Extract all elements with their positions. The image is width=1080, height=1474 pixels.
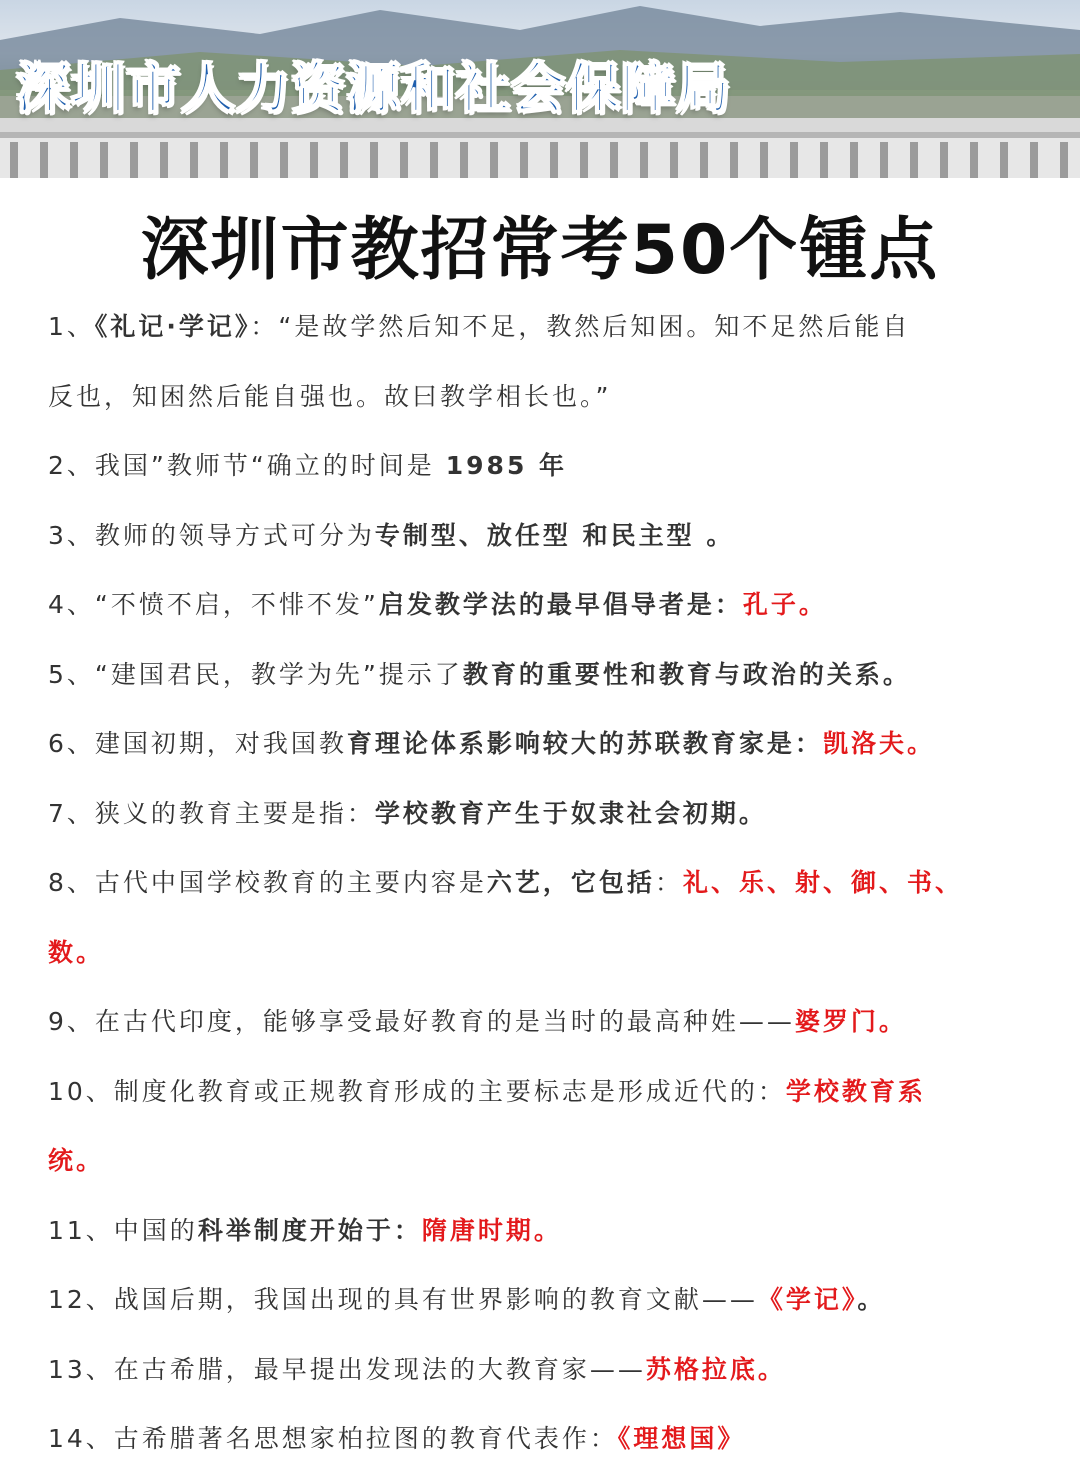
body-text: 9、在古代印度，能够享受最好教育的是当时的最高种姓—— bbox=[48, 1007, 795, 1036]
bold-text: 《礼记·学记》 bbox=[94, 312, 251, 341]
highlight-text: 《理想国》 bbox=[617, 1424, 746, 1453]
body-text: 3、教师的领导方式可分为 bbox=[48, 520, 375, 550]
highlight-text: 礼、乐、射、御、书、 bbox=[682, 868, 963, 897]
bold-text: 。 bbox=[857, 1285, 886, 1314]
bold-text: 启发教学法的最早倡导者是： bbox=[378, 590, 743, 619]
list-item-line bbox=[48, 431, 1038, 501]
body-text: 14、古希腊著名思想家柏拉图的教育代表作： bbox=[48, 1424, 618, 1453]
highlight-text: 学校教育系 bbox=[785, 1076, 926, 1106]
highlight-text: 统。 bbox=[48, 1146, 105, 1175]
body-text: 2、我国”教师节“确立的时间是 bbox=[48, 451, 446, 480]
bold-text: 专制型、放任型 和民主型 。 bbox=[374, 520, 735, 550]
list-item bbox=[48, 987, 1038, 1057]
highlight-text: 隋唐时期。 bbox=[421, 1215, 562, 1245]
bold-text: 学校教育产生于奴隶社会初期。 bbox=[374, 798, 767, 828]
highlight-text: 《学记》 bbox=[757, 1285, 858, 1314]
list-item-line bbox=[48, 1126, 1038, 1196]
body-text: 1、 bbox=[48, 312, 95, 341]
list-item bbox=[48, 570, 1038, 640]
list-item bbox=[48, 292, 1038, 431]
list-item bbox=[48, 1404, 1038, 1474]
body-text: 11、中国的 bbox=[48, 1215, 198, 1245]
body-text: 4、“不愤不启，不悱不发” bbox=[48, 590, 379, 619]
bold-text: 教育的重要性和教育与政治的关系。 bbox=[462, 659, 911, 689]
list-item bbox=[48, 431, 1038, 501]
highlight-text: 凯洛夫。 bbox=[822, 729, 935, 758]
bold-text: 育理论体系影响较大的苏联教育家是： bbox=[346, 729, 823, 758]
body-text: 6、建国初期，对我国教 bbox=[48, 729, 347, 758]
banner-title: 深圳市人力资源和社会保障局 bbox=[16, 57, 731, 120]
list-item bbox=[48, 848, 1038, 987]
list-item-line bbox=[48, 292, 1038, 362]
list-item-line bbox=[48, 1404, 1038, 1474]
highlight-text: 孔子。 bbox=[742, 590, 827, 619]
body-text: 12、战国后期，我国出现的具有世界影响的教育文献—— bbox=[48, 1285, 758, 1314]
list-item bbox=[48, 1057, 1038, 1196]
bold-text: 科举制度开始于： bbox=[197, 1215, 422, 1245]
bold-text: 六艺，它包括 bbox=[486, 868, 655, 897]
bold-text: 1985 年 bbox=[445, 451, 568, 480]
list-item-line bbox=[48, 362, 1038, 432]
page-title: 深圳市教招常考50个锺点 bbox=[140, 211, 940, 290]
body-text: 7、狭义的教育主要是指： bbox=[48, 798, 375, 828]
header-banner bbox=[0, 0, 1080, 178]
list-item bbox=[48, 1265, 1038, 1335]
list-item-line bbox=[48, 709, 1038, 779]
list-item bbox=[48, 709, 1038, 779]
list-item-line bbox=[48, 779, 1038, 849]
list-item-line bbox=[48, 1057, 1038, 1127]
body-text: ： bbox=[654, 868, 683, 897]
list-item-line bbox=[48, 501, 1038, 571]
list-item-line bbox=[48, 848, 1038, 918]
list-item bbox=[48, 779, 1038, 849]
highlight-text: 婆罗门。 bbox=[794, 1007, 907, 1036]
highlight-text: 数。 bbox=[48, 937, 105, 967]
list-item-line bbox=[48, 1335, 1038, 1405]
list-item bbox=[48, 1335, 1038, 1405]
key-points-list bbox=[48, 292, 1038, 1474]
body-text: ：“是故学然后知不足，教然后知困。知不足然后能自 bbox=[250, 312, 911, 341]
body-text: 13、在古希腊，最早提出发现法的大教育家—— bbox=[48, 1354, 646, 1384]
list-item bbox=[48, 640, 1038, 710]
list-item-line bbox=[48, 918, 1038, 988]
list-item-line bbox=[48, 1196, 1038, 1266]
list-item-line bbox=[48, 570, 1038, 640]
list-item-line bbox=[48, 987, 1038, 1057]
list-item bbox=[48, 1196, 1038, 1266]
highlight-text: 苏格拉底。 bbox=[645, 1354, 786, 1384]
body-text: 8、古代中国学校教育的主要内容是 bbox=[48, 868, 487, 897]
list-item-line bbox=[48, 1265, 1038, 1335]
body-text: 反也，知困然后能自强也。故曰教学相长也。” bbox=[48, 381, 612, 411]
body-text: 5、“建国君民，教学为先”提示了 bbox=[48, 659, 463, 689]
body-text: 10、制度化教育或正规教育形成的主要标志是形成近代的： bbox=[48, 1076, 786, 1106]
list-item bbox=[48, 501, 1038, 571]
list-item-line bbox=[48, 640, 1038, 710]
